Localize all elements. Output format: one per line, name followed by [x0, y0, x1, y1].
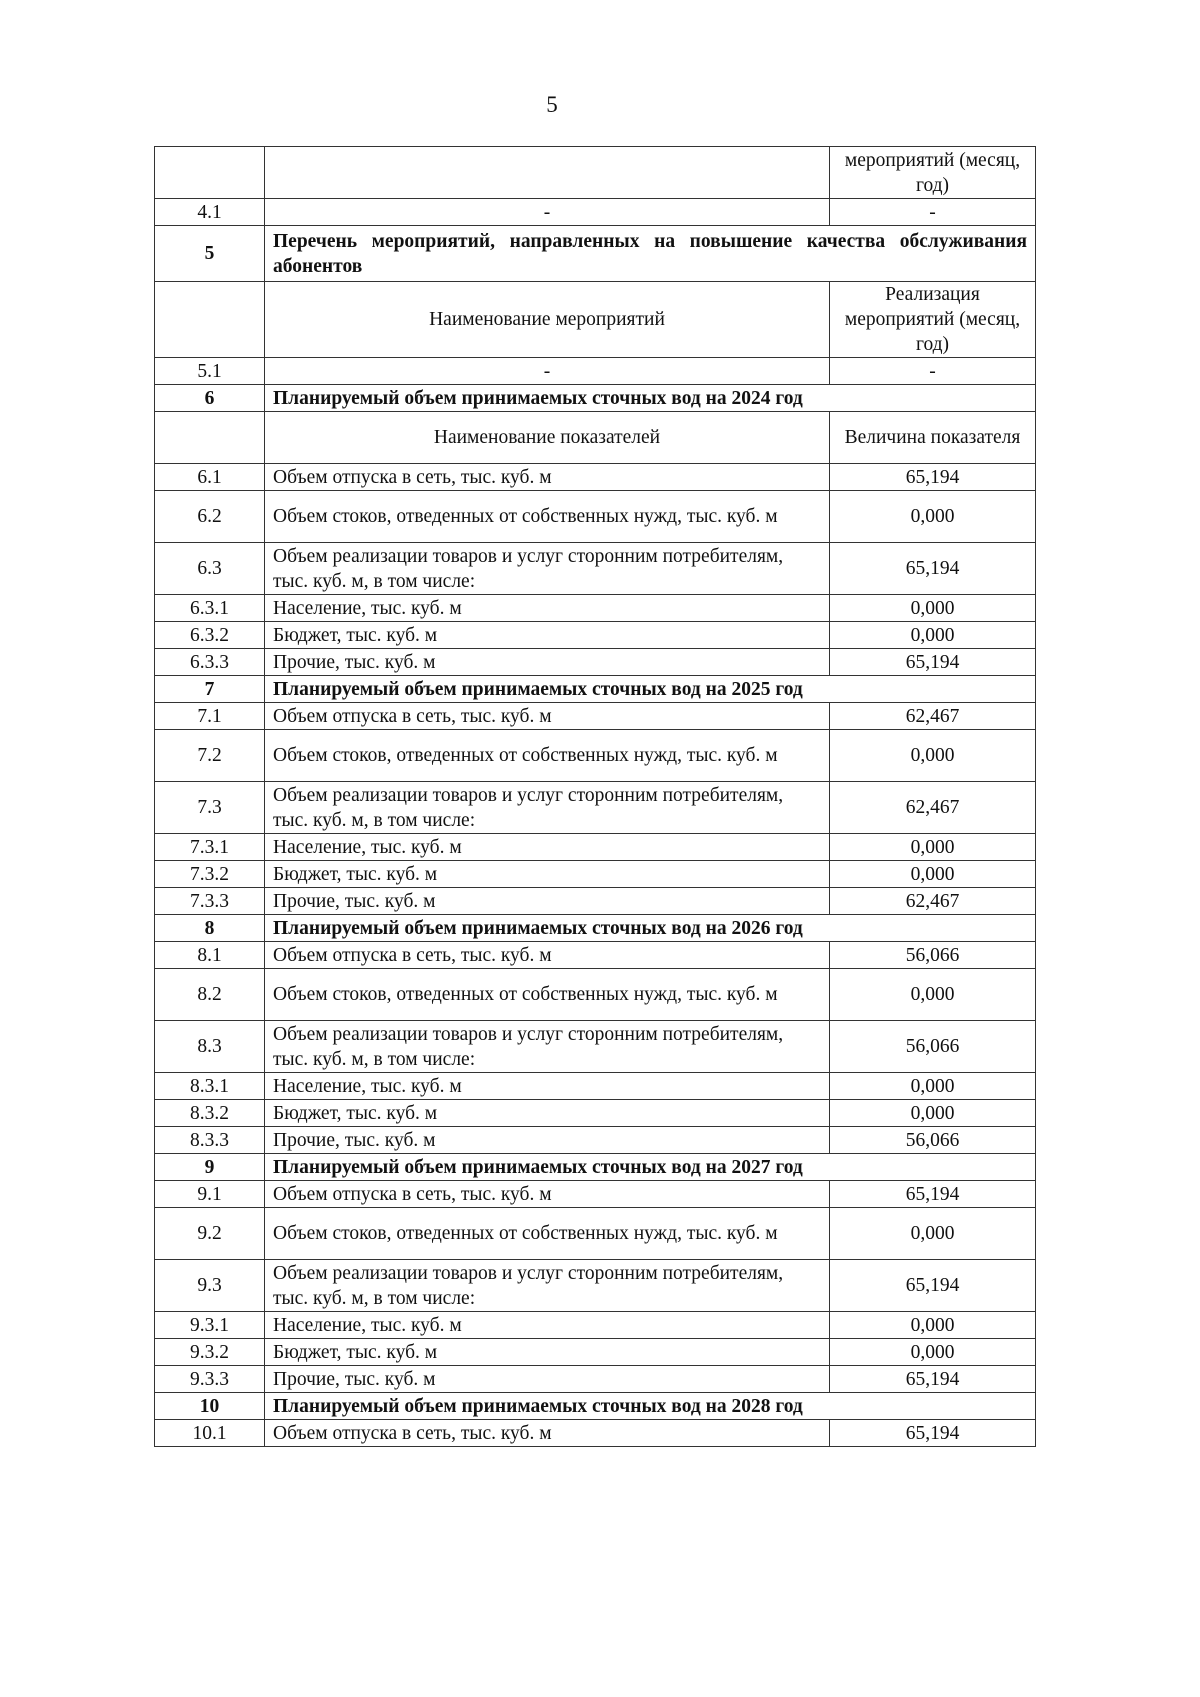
- name-cell: Бюджет, тыс. куб. м: [265, 861, 830, 888]
- value-cell: 62,467: [830, 782, 1036, 834]
- section-row: [155, 385, 1036, 412]
- value-cell: Реализация мероприятий (месяц, год): [830, 282, 1036, 358]
- name-cell: Население, тыс. куб. м: [265, 834, 830, 861]
- name-cell: Объем реализации товаров и услуг сторонним потребителям, тыс. куб. м, в том числе:: [265, 543, 830, 595]
- value-cell: Величина показателя: [830, 412, 1036, 464]
- table-row: [155, 1127, 1036, 1154]
- table-row: [155, 1100, 1036, 1127]
- value-cell: 0,000: [830, 834, 1036, 861]
- value-cell: 56,066: [830, 1021, 1036, 1073]
- row-number-cell: 9.3.1: [155, 1312, 265, 1339]
- row-number-cell: 10.1: [155, 1420, 265, 1447]
- table-row: [155, 464, 1036, 491]
- name-cell: Население, тыс. куб. м: [265, 595, 830, 622]
- name-cell: Объем реализации товаров и услуг сторонним потребителям, тыс. куб. м, в том числе:: [265, 782, 830, 834]
- value-cell: 0,000: [830, 1073, 1036, 1100]
- table-row: [155, 1312, 1036, 1339]
- row-number-cell: 6.3: [155, 543, 265, 595]
- row-number-cell: 6: [155, 385, 265, 412]
- name-cell: Бюджет, тыс. куб. м: [265, 622, 830, 649]
- value-cell: 0,000: [830, 595, 1036, 622]
- page-number: 5: [546, 92, 558, 117]
- row-number-cell: 7.3.2: [155, 861, 265, 888]
- section-title-cell: Планируемый объем принимаемых сточных вод на 2027 год: [265, 1154, 1036, 1181]
- table-row: [155, 1181, 1036, 1208]
- header-row: [155, 412, 1036, 464]
- name-cell: -: [265, 358, 830, 385]
- name-cell: Объем реализации товаров и услуг сторонним потребителям, тыс. куб. м, в том числе:: [265, 1260, 830, 1312]
- name-cell: Объем стоков, отведенных от собственных нужд, тыс. куб. м: [265, 491, 830, 543]
- name-cell: Бюджет, тыс. куб. м: [265, 1339, 830, 1366]
- row-number-cell: 10: [155, 1393, 265, 1420]
- table-row: [155, 861, 1036, 888]
- table-body: [155, 147, 1036, 1447]
- name-cell: [265, 147, 830, 199]
- name-cell: Прочие, тыс. куб. м: [265, 1366, 830, 1393]
- table-row: [155, 491, 1036, 543]
- table-row: [155, 622, 1036, 649]
- section-row: [155, 676, 1036, 703]
- row-number-cell: 7: [155, 676, 265, 703]
- table-row: [155, 942, 1036, 969]
- name-cell: Наименование показателей: [265, 412, 830, 464]
- table-row: [155, 1420, 1036, 1447]
- value-cell: 0,000: [830, 1208, 1036, 1260]
- name-cell: Объем отпуска в сеть, тыс. куб. м: [265, 1420, 830, 1447]
- row-number-cell: 7.3: [155, 782, 265, 834]
- name-cell: Объем стоков, отведенных от собственных нужд, тыс. куб. м: [265, 730, 830, 782]
- row-number-cell: 7.1: [155, 703, 265, 730]
- table-row: [155, 199, 1036, 226]
- section-title-cell: Планируемый объем принимаемых сточных вод на 2024 год: [265, 385, 1036, 412]
- section-title-cell: Планируемый объем принимаемых сточных вод на 2026 год: [265, 915, 1036, 942]
- section-title-cell: Планируемый объем принимаемых сточных вод на 2025 год: [265, 676, 1036, 703]
- section-row: [155, 915, 1036, 942]
- header-row: [155, 147, 1036, 199]
- row-number-cell: 8.3: [155, 1021, 265, 1073]
- name-cell: Прочие, тыс. куб. м: [265, 649, 830, 676]
- table-row: [155, 1021, 1036, 1073]
- row-number-cell: 7.3.1: [155, 834, 265, 861]
- value-cell: 65,194: [830, 1260, 1036, 1312]
- table-row: [155, 888, 1036, 915]
- row-number-cell: 9.3: [155, 1260, 265, 1312]
- table-row: [155, 649, 1036, 676]
- value-cell: 0,000: [830, 1312, 1036, 1339]
- section-row: [155, 1393, 1036, 1420]
- value-cell: 56,066: [830, 1127, 1036, 1154]
- row-number-cell: 8.2: [155, 969, 265, 1021]
- value-cell: 0,000: [830, 622, 1036, 649]
- value-cell: 65,194: [830, 649, 1036, 676]
- row-number-cell: 6.3.2: [155, 622, 265, 649]
- row-number-cell: [155, 412, 265, 464]
- row-number-cell: 7.3.3: [155, 888, 265, 915]
- row-number-cell: [155, 282, 265, 358]
- value-cell: 62,467: [830, 888, 1036, 915]
- value-cell: 0,000: [830, 730, 1036, 782]
- table-row: [155, 595, 1036, 622]
- table-row: [155, 730, 1036, 782]
- section-row: [155, 226, 1036, 282]
- row-number-cell: 9.3.2: [155, 1339, 265, 1366]
- row-number-cell: 6.3.3: [155, 649, 265, 676]
- row-number-cell: 5.1: [155, 358, 265, 385]
- row-number-cell: [155, 147, 265, 199]
- table-row: [155, 1339, 1036, 1366]
- row-number-cell: 9.2: [155, 1208, 265, 1260]
- value-cell: 65,194: [830, 464, 1036, 491]
- value-cell: -: [830, 199, 1036, 226]
- table-row: [155, 1366, 1036, 1393]
- row-number-cell: 8.1: [155, 942, 265, 969]
- header-row: [155, 282, 1036, 358]
- value-cell: 65,194: [830, 543, 1036, 595]
- row-number-cell: 9.3.3: [155, 1366, 265, 1393]
- table-row: [155, 1208, 1036, 1260]
- value-cell: 0,000: [830, 491, 1036, 543]
- name-cell: Бюджет, тыс. куб. м: [265, 1100, 830, 1127]
- name-cell: Объем отпуска в сеть, тыс. куб. м: [265, 1181, 830, 1208]
- name-cell: Прочие, тыс. куб. м: [265, 888, 830, 915]
- value-cell: 0,000: [830, 969, 1036, 1021]
- section-title-cell: Перечень мероприятий, направленных на повышение качества обслуживания абонентов: [265, 226, 1036, 282]
- section-title-cell: Планируемый объем принимаемых сточных вод на 2028 год: [265, 1393, 1036, 1420]
- row-number-cell: 6.1: [155, 464, 265, 491]
- name-cell: Объем отпуска в сеть, тыс. куб. м: [265, 464, 830, 491]
- value-cell: 0,000: [830, 1100, 1036, 1127]
- table-row: [155, 969, 1036, 1021]
- row-number-cell: 9.1: [155, 1181, 265, 1208]
- name-cell: Объем реализации товаров и услуг сторонним потребителям, тыс. куб. м, в том числе:: [265, 1021, 830, 1073]
- row-number-cell: 4.1: [155, 199, 265, 226]
- table-row: [155, 543, 1036, 595]
- name-cell: Прочие, тыс. куб. м: [265, 1127, 830, 1154]
- name-cell: Объем стоков, отведенных от собственных нужд, тыс. куб. м: [265, 1208, 830, 1260]
- table-row: [155, 834, 1036, 861]
- indicators-table: [154, 146, 1036, 1447]
- table-row: [155, 703, 1036, 730]
- row-number-cell: 8: [155, 915, 265, 942]
- name-cell: -: [265, 199, 830, 226]
- value-cell: 65,194: [830, 1181, 1036, 1208]
- row-number-cell: 5: [155, 226, 265, 282]
- row-number-cell: 6.2: [155, 491, 265, 543]
- row-number-cell: 8.3.1: [155, 1073, 265, 1100]
- name-cell: Объем стоков, отведенных от собственных нужд, тыс. куб. м: [265, 969, 830, 1021]
- row-number-cell: 6.3.1: [155, 595, 265, 622]
- value-cell: 0,000: [830, 1339, 1036, 1366]
- value-cell: 65,194: [830, 1420, 1036, 1447]
- section-row: [155, 1154, 1036, 1181]
- table-row: [155, 1260, 1036, 1312]
- table-row: [155, 782, 1036, 834]
- row-number-cell: 9: [155, 1154, 265, 1181]
- name-cell: Население, тыс. куб. м: [265, 1073, 830, 1100]
- name-cell: Объем отпуска в сеть, тыс. куб. м: [265, 703, 830, 730]
- value-cell: 56,066: [830, 942, 1036, 969]
- name-cell: Наименование мероприятий: [265, 282, 830, 358]
- row-number-cell: 7.2: [155, 730, 265, 782]
- name-cell: Объем отпуска в сеть, тыс. куб. м: [265, 942, 830, 969]
- row-number-cell: 8.3.2: [155, 1100, 265, 1127]
- value-cell: -: [830, 358, 1036, 385]
- name-cell: Население, тыс. куб. м: [265, 1312, 830, 1339]
- value-cell: 65,194: [830, 1366, 1036, 1393]
- value-cell: 0,000: [830, 861, 1036, 888]
- value-cell: мероприятий (месяц, год): [830, 147, 1036, 199]
- table-row: [155, 358, 1036, 385]
- table-row: [155, 1073, 1036, 1100]
- row-number-cell: 8.3.3: [155, 1127, 265, 1154]
- value-cell: 62,467: [830, 703, 1036, 730]
